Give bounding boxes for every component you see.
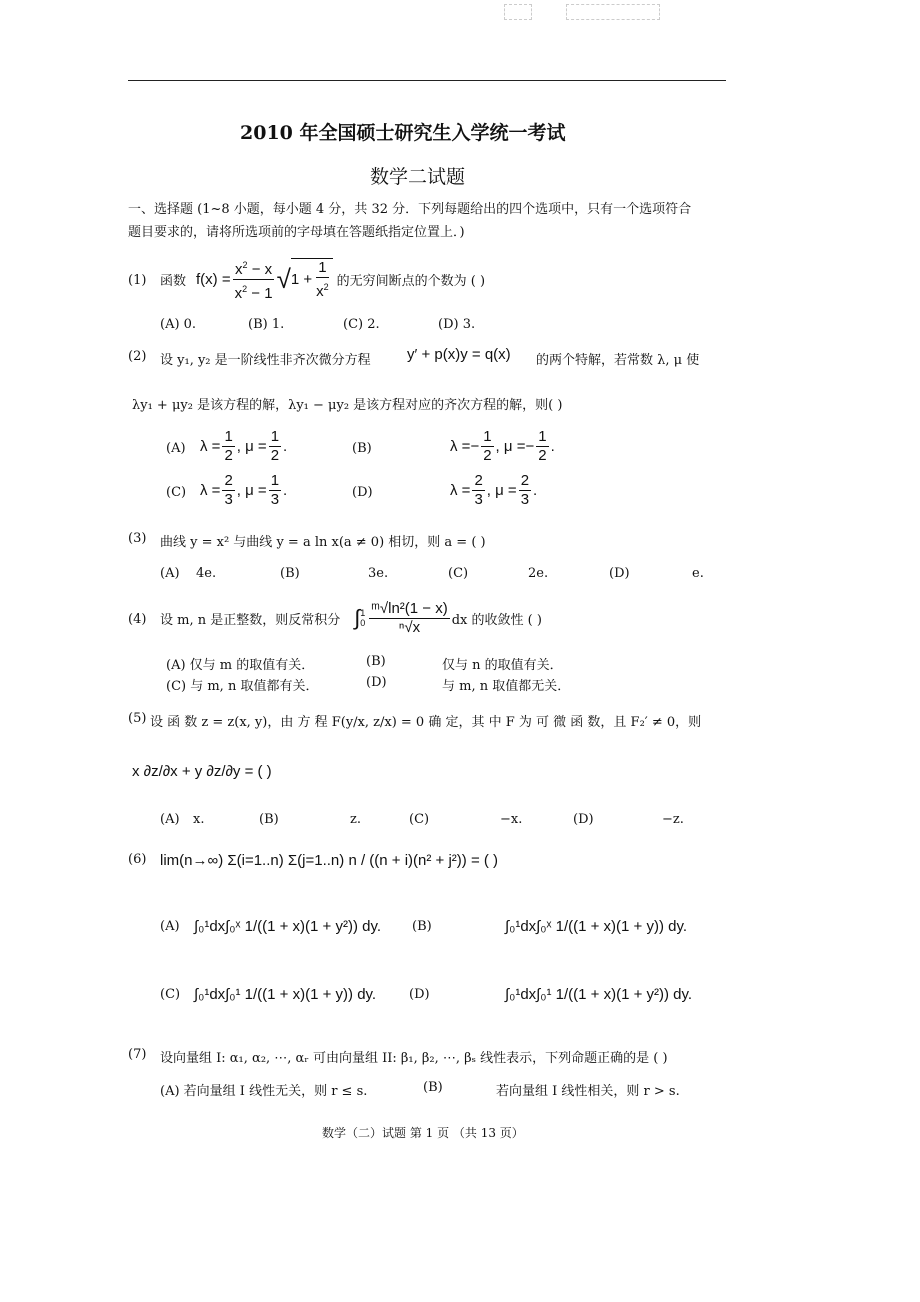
question-4-option-d: 与 m, n 取值都无关． (442, 679, 571, 694)
question-2-stem-line1-b: 的两个特解，若常数 λ, μ 使 (536, 353, 700, 368)
question-7-option-b-label: (B) (423, 1080, 443, 1095)
question-1-formula: f(x) = $\frac{x^2 - x}{x^2 - 1}$ √ 1 + $\frac{1}{x^2}$ (196, 256, 333, 303)
question-2-option-a: λ = $\frac{1}{2}$ , μ = $\frac{1}{2}$ . (200, 428, 288, 464)
question-2-stem-line1-a: 设 y₁, y₂ 是一阶线性非齐次微分方程 (160, 353, 371, 368)
question-2-option-d-label: (D) (352, 485, 373, 500)
question-5-option-d-value: −z. (662, 812, 684, 827)
question-1-number: (1) (128, 273, 147, 288)
question-5-option-c-label: (C) (409, 812, 430, 827)
question-5-stem-line2: x ∂z/∂x + y ∂z/∂y = ( ) (132, 763, 272, 780)
section-header-line1: 一、选择题 (1~8 小题，每小题 4 分，共 32 分．下列每题给出的四个选项中，只有一个选项符合 (128, 202, 692, 217)
question-7-number: (7) (128, 1047, 147, 1062)
question-6-option-b: ∫₀¹dx∫₀ˣ 1/((1 + x)(1 + y)) dy. (505, 918, 688, 935)
question-3-option-d-value: e. (692, 566, 704, 581)
question-3-stem: 曲线 y = x² 与曲线 y = a ln x(a ≠ 0) 相切，则 a = ( ) (160, 535, 486, 550)
question-3-number: (3) (128, 531, 147, 546)
question-1-stem-suffix: 的无穷间断点的个数为 ( ) (336, 273, 486, 289)
question-6-option-c-label: (C) (160, 987, 181, 1002)
question-6-option-a-label: (A) (160, 919, 180, 934)
question-6-option-a: ∫₀¹dx∫₀ˣ 1/((1 + x)(1 + y²)) dy. (194, 918, 382, 935)
question-2-option-b: λ = − $\frac{1}{2}$ , μ = − $\frac{1}{2}$ . (450, 428, 555, 464)
question-5-option-a-value: x. (193, 812, 205, 827)
question-6-option-d: ∫₀¹dx∫₀¹ 1/((1 + x)(1 + y²)) dy. (505, 986, 693, 1003)
question-6-option-d-label: (D) (409, 987, 430, 1002)
question-6-stem: lim(n→∞) Σ(i=1..n) Σ(j=1..n) n / ((n + i)(n² + j²)) = ( ) (160, 852, 499, 869)
question-3-option-d-label: (D) (609, 566, 630, 581)
question-4-integral: ∫ 1 0 $\frac{\text{ᵐ√ln²(1 − x)}}{\text{ⁿ√x}}$ (354, 599, 448, 636)
question-4-stem (160, 593, 542, 643)
question-4-option-c: (C) 与 m, n 取值都有关． (166, 679, 319, 694)
question-5-option-b-label: (B) (259, 812, 279, 827)
question-4-option-d-label: (D) (366, 675, 387, 690)
question-3-option-a-label: (A) (160, 566, 180, 581)
question-1-option-d: (D) 3. (438, 317, 476, 332)
question-5-option-c-value: −x. (500, 812, 523, 827)
section-header-line2: 题目要求的，请将所选项前的字母填在答题纸指定位置上．) (128, 225, 465, 240)
header-rule (128, 80, 726, 81)
question-3-option-c-label: (C) (448, 566, 469, 581)
header-mark-left (504, 4, 532, 20)
question-2-option-a-label: (A) (166, 441, 186, 456)
question-5-option-b-value: z. (350, 812, 361, 827)
question-1-stem-prefix: 函数 (160, 273, 187, 289)
question-2-option-b-label: (B) (352, 441, 372, 456)
page-footer: 数学（二）试题 第 1 页 （共 13 页） (322, 1126, 524, 1140)
question-2-stem-line2: λy₁ + μy₂ 是该方程的解，λy₁ − μy₂ 是该方程对应的齐次方程的解，则( ) (132, 398, 563, 413)
question-4-stem-suffix: dx 的收敛性 ( ) (451, 612, 542, 628)
question-4-option-b-label: (B) (366, 654, 386, 669)
question-4-option-b: 仅与 n 的取值有关． (442, 658, 563, 673)
question-7-option-b: 若向量组 I 线性相关，则 r > s. (496, 1084, 680, 1099)
question-1-stem (160, 254, 485, 304)
question-6-option-c: ∫₀¹dx∫₀¹ 1/((1 + x)(1 + y)) dy. (194, 986, 377, 1003)
question-1-option-c: (C) 2. (343, 317, 380, 332)
exam-title: 2010 年全国硕士研究生入学统一考试 (240, 122, 566, 144)
question-2-number: (2) (128, 349, 147, 364)
question-5-stem-line1: 设 函 数 z = z(x, y)，由 方 程 F(y/x, z/x) = 0 确 定，其 中 F 为 可 微 函 数，且 F₂′ ≠ 0，则 (150, 715, 702, 730)
question-5-option-d-label: (D) (573, 812, 594, 827)
question-4-number: (4) (128, 612, 147, 627)
question-3-option-b-value: 3e. (368, 566, 389, 581)
question-5-number: (5) (128, 711, 147, 726)
question-7-option-a: (A) 若向量组 I 线性无关，则 r ≤ s. (160, 1084, 368, 1099)
question-4-stem-prefix: 设 m, n 是正整数，则反常积分 (160, 612, 341, 628)
question-3-option-a-value: 4e. (196, 566, 217, 581)
question-2-option-c: λ = $\frac{2}{3}$ , μ = $\frac{1}{3}$ . (200, 472, 288, 508)
question-7-stem: 设向量组 I: α₁, α₂, ⋯, αᵣ 可由向量组 II: β₁, β₂, ⋯, βₛ 线性表示，下列命题正确的是 ( ) (160, 1051, 668, 1066)
header-mark-right (566, 4, 660, 20)
question-1-option-b: (B) 1. (248, 317, 285, 332)
question-3-option-b-label: (B) (280, 566, 300, 581)
question-6-option-b-label: (B) (412, 919, 432, 934)
question-2-option-c-label: (C) (166, 485, 187, 500)
question-2-equation: y′ + p(x)y = q(x) (407, 346, 511, 363)
question-3-option-c-value: 2e. (528, 566, 549, 581)
exam-subtitle: 数学二试题 (370, 166, 466, 188)
question-5-option-a-label: (A) (160, 812, 180, 827)
question-4-option-a: (A) 仅与 m 的取值有关． (166, 658, 315, 673)
question-1-option-a: (A) 0. (160, 317, 197, 332)
question-2-option-d: λ = $\frac{2}{3}$ , μ = $\frac{2}{3}$ . (450, 472, 538, 508)
question-6-number: (6) (128, 852, 147, 867)
